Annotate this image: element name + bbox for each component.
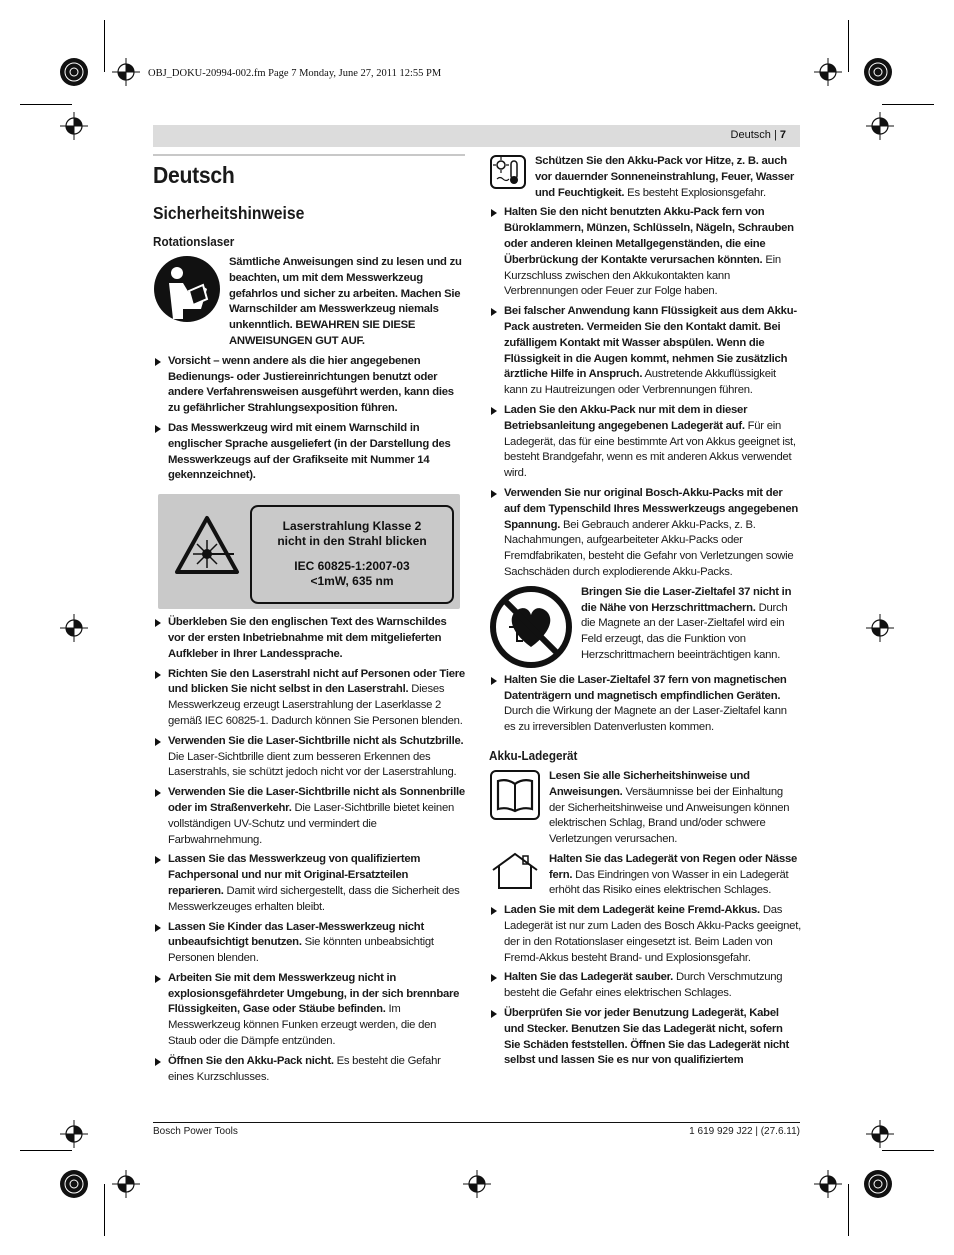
rain-warning-text: Halten Sie das Ladegerät von Regen oder Nässe fern. Das Eindringen von Wasser in ein Ladegerät erhöht das Risiko eines elektrischen Schlages. (549, 852, 798, 897)
laser-label-line4: <1mW, 635 nm (310, 574, 394, 589)
list-item: Halten Sie den nicht benutzten Akku-Pack fern von Büroklammern, Münzen, Schlüsseln, Nägeln, Schrauben oder anderen kleinen Metallgegenständen, die eine Überbrückung der Kontakte verursachen könnten. Ein Kurzschluss zwischen den Akkukontakten kann Verbrennungen oder Feuer zur Folge haben. (489, 205, 801, 300)
heat-protection-icon (489, 154, 527, 190)
title-rule (153, 154, 465, 156)
list-item: Verwenden Sie die Laser-Sichtbrille nicht als Schutzbrille. Die Laser-Sichtbrille dient zum besseren Erkennen des Laserstrahls, sie schützt jedoch nicht vor der Laserstrahlung. (153, 734, 465, 781)
read-all-text: Lesen Sie alle Sicherheitshinweise und Anweisungen. Versäumnisse bei der Einhaltung der Sicherheitshinweise und Anweisungen können elektrischen Schlag, Brand und/oder schwere Verletzungen verursachen. (549, 769, 790, 846)
crosshair-mark (60, 614, 88, 642)
list-item: Richten Sie den Laserstrahl nicht auf Personen oder Tiere und blicken Sie nicht selbst in den Laserstrahl. Dieses Messwerkzeug erzeugt Laserstrahlung der Laserklasse 2 gemäß IEC 60825-1. Dadurch können Sie Personen blenden. (153, 667, 465, 730)
file-slug: OBJ_DOKU-20994-002.fm Page 7 Monday, June 27, 2011 12:55 PM (148, 68, 442, 79)
crop-mark (20, 1150, 72, 1151)
list-item: Laden Sie mit dem Ladegerät keine Fremd-Akkus. Das Ladegerät ist nur zum Laden des Bosch Akku-Packs geeignet, der in den Rotationslaser eingesetzt ist. Beim Laden von Fremd-Akkus besteht Brand- und Explosionsgefahr. (489, 903, 801, 966)
list-item: Laden Sie den Akku-Pack nur mit dem in dieser Betriebsanleitung angegebenen Ladegerät auf. Für ein Ladegerät, das für eine bestimmte Art von Akkus geeignet ist, besteht Brandgefahr, wenn es mit anderen Akkus verwendet wird. (489, 403, 801, 482)
page-header (153, 125, 800, 147)
footer-docnumber: 1 619 929 J22 | (27.6.11) (689, 1126, 800, 1137)
crosshair-mark (866, 1120, 894, 1148)
crop-mark (20, 104, 72, 105)
laser-label-line2: nicht in den Strahl blicken (277, 534, 427, 549)
registration-mark (862, 1168, 894, 1200)
registration-mark (862, 56, 894, 88)
laser-label-line3: IEC 60825-1:2007-03 (294, 559, 410, 574)
registration-mark (58, 56, 90, 88)
intro-text: Sämtliche Anweisungen sind zu lesen und zu beachten, um mit dem Messwerkzeug gefahrlos und sicher zu arbeiten. Machen Sie Warnschilder am Messwerkzeug niemals unkenntlich. BEWAHREN SIE DIESE ANWEISUNGEN GUT AUF. (229, 256, 462, 347)
list-item: Überprüfen Sie vor jeder Benutzung Ladegerät, Kabel und Stecker. Benutzen Sie das Ladegerät nicht, sofern Sie Schäden feststellen. Öffnen Sie das Ladegerät nicht selbst und lassen Sie es nur von qualifiziertem (489, 1006, 801, 1069)
crosshair-mark (112, 58, 140, 86)
list-item: Bei falscher Anwendung kann Flüssigkeit aus dem Akku-Pack austreten. Vermeiden Sie den Kontakt damit. Bei zufälligem Kontakt mit Wasser abspülen. Wenn die Flüssigkeit in die Augen kommt, nehmen Sie zusätzlich ärztliche Hilfe in Anspruch. Austretende Akkuflüssigkeit kann zu Hautreizungen oder Verbrennungen führen. (489, 304, 801, 399)
list-item: Öffnen Sie den Akku-Pack nicht. Es besteht die Gefahr eines Kurzschlusses. (153, 1054, 465, 1086)
pacemaker-warning-text: Bringen Sie die Laser-Zieltafel 37 nicht in die Nähe von Herzschrittmachern. Durch die Magnete an der Laser-Zieltafel wird ein Feld erzeugt, das die Funktion von Herzschrittmachern beeinträchtigen kann. (581, 585, 792, 661)
crosshair-mark (60, 1120, 88, 1148)
left-column (153, 154, 465, 1085)
header-language: Deutsch (730, 129, 771, 141)
laser-warning-icon (174, 514, 240, 576)
laser-text-box (250, 505, 454, 604)
crop-mark (848, 1184, 849, 1236)
list-item: Halten Sie das Ladegerät sauber. Durch Verschmutzung besteht die Gefahr eines elektrischen Schlages. (489, 970, 801, 1002)
header-separator: | (773, 129, 777, 141)
rain-warning-block (489, 852, 801, 899)
list-item: Arbeiten Sie mit dem Messwerkzeug nicht in explosionsgefährdeter Umgebung, in der sich brennbare Flüssigkeiten, Gase oder Stäube befinden. Im Messwerkzeug können Funken erzeugt werden, die den Staub oder die Dämpfe entzünden. (153, 971, 465, 1050)
list-item: Verwenden Sie nur original Bosch-Akku-Packs mit der auf dem Typenschild Ihres Messwerkzeugs angegebenen Spannung. Bei Gebrauch anderer Akku-Packs, z. B. Nachahmungen, aufgearbeiteter Akku-Packs oder Fremdfabrikaten, besteht die Gefahr von Verletzungen sowie Sachschäden durch explodierende Akku-Packs. (489, 486, 801, 581)
registration-mark (58, 1168, 90, 1200)
list-item: Das Messwerkzeug wird mit einem Warnschild in englischer Sprache ausgeliefert (in der Darstellung des Messwerkzeugs auf der Grafikseite mit Nummer 14 gekennzeichnet). (153, 421, 465, 484)
crosshair-mark (814, 58, 842, 86)
list-item: Lassen Sie das Messwerkzeug von qualifiziertem Fachpersonal und nur mit Original-Ersatzteilen reparieren. Damit wird sichergestellt, dass die Sicherheit des Messwerkzeuges erhalten bleibt. (153, 852, 465, 915)
list-item: Vorsicht – wenn andere als die hier angegebenen Bedienungs- oder Justiereinrichtungen benutzt oder andere Verfahrensweisen ausgeführt werden, kann dies zu gefährlicher Strahlungsexposition führen. (153, 354, 465, 417)
list-item: Lassen Sie Kinder das Laser-Messwerkzeug nicht unbeaufsichtigt benutzen. Sie könnten unbeabsichtigt Personen blenden. (153, 920, 465, 967)
crop-mark (882, 104, 934, 105)
list-item: Verwenden Sie die Laser-Sichtbrille nicht als Sonnenbrille oder im Straßenverkehr. Die Laser-Sichtbrille bietet keinen vollständigen UV-Schutz und vermindert die Farbwahrnehmung. (153, 785, 465, 848)
heat-warning-block (489, 154, 801, 201)
indoor-use-house-icon (489, 852, 541, 892)
no-pacemaker-icon (489, 585, 573, 669)
pacemaker-warning-block (489, 585, 801, 669)
crosshair-mark (866, 614, 894, 642)
list-item: Halten Sie die Laser-Zieltafel 37 fern von magnetischen Datenträgern und magnetisch empfindlichen Geräten. Durch die Wirkung der Magnete an der Laser-Zieltafel kann es zu irreversiblen Datenverlusten kommen. (489, 673, 801, 736)
laser-warning-label (158, 494, 460, 609)
laser-label-line1: Laserstrahlung Klasse 2 (282, 519, 422, 534)
crop-mark (104, 1184, 105, 1236)
right-column (489, 154, 801, 1069)
list-item: Überkleben Sie den englischen Text des Warnschildes vor der ersten Inbetriebnahme mit dem mitgelieferten Aufkleber in Ihrer Landessprache. (153, 615, 465, 662)
subheading-rotationslaser: Rotationslaser (153, 234, 235, 249)
section-title: Sicherheitshinweise (153, 203, 305, 223)
read-manual-icon (153, 255, 221, 323)
crop-mark (848, 20, 849, 72)
crosshair-mark (866, 112, 894, 140)
crosshair-mark (814, 1170, 842, 1198)
read-instructions-block (153, 255, 465, 350)
crop-mark (104, 20, 105, 72)
page-number: 7 (779, 129, 786, 141)
manual-book-icon (489, 769, 541, 821)
heat-warning-text: Schützen Sie den Akku-Pack vor Hitze, z. B. auch vor dauernder Sonneneinstrahlung, Feuer, Wasser und Feuchtigkeit. Es besteht Explosionsgefahr. (535, 155, 795, 199)
subheading-charger: Akku-Ladegerät (489, 747, 578, 763)
crosshair-mark (463, 1170, 491, 1198)
header-text (731, 129, 786, 141)
crosshair-mark (112, 1170, 140, 1198)
page-title: Deutsch (153, 162, 235, 188)
crosshair-mark (60, 112, 88, 140)
footer-rule (153, 1122, 800, 1123)
read-all-block (489, 769, 801, 848)
footer-brand: Bosch Power Tools (153, 1126, 238, 1137)
crop-mark (882, 1150, 934, 1151)
